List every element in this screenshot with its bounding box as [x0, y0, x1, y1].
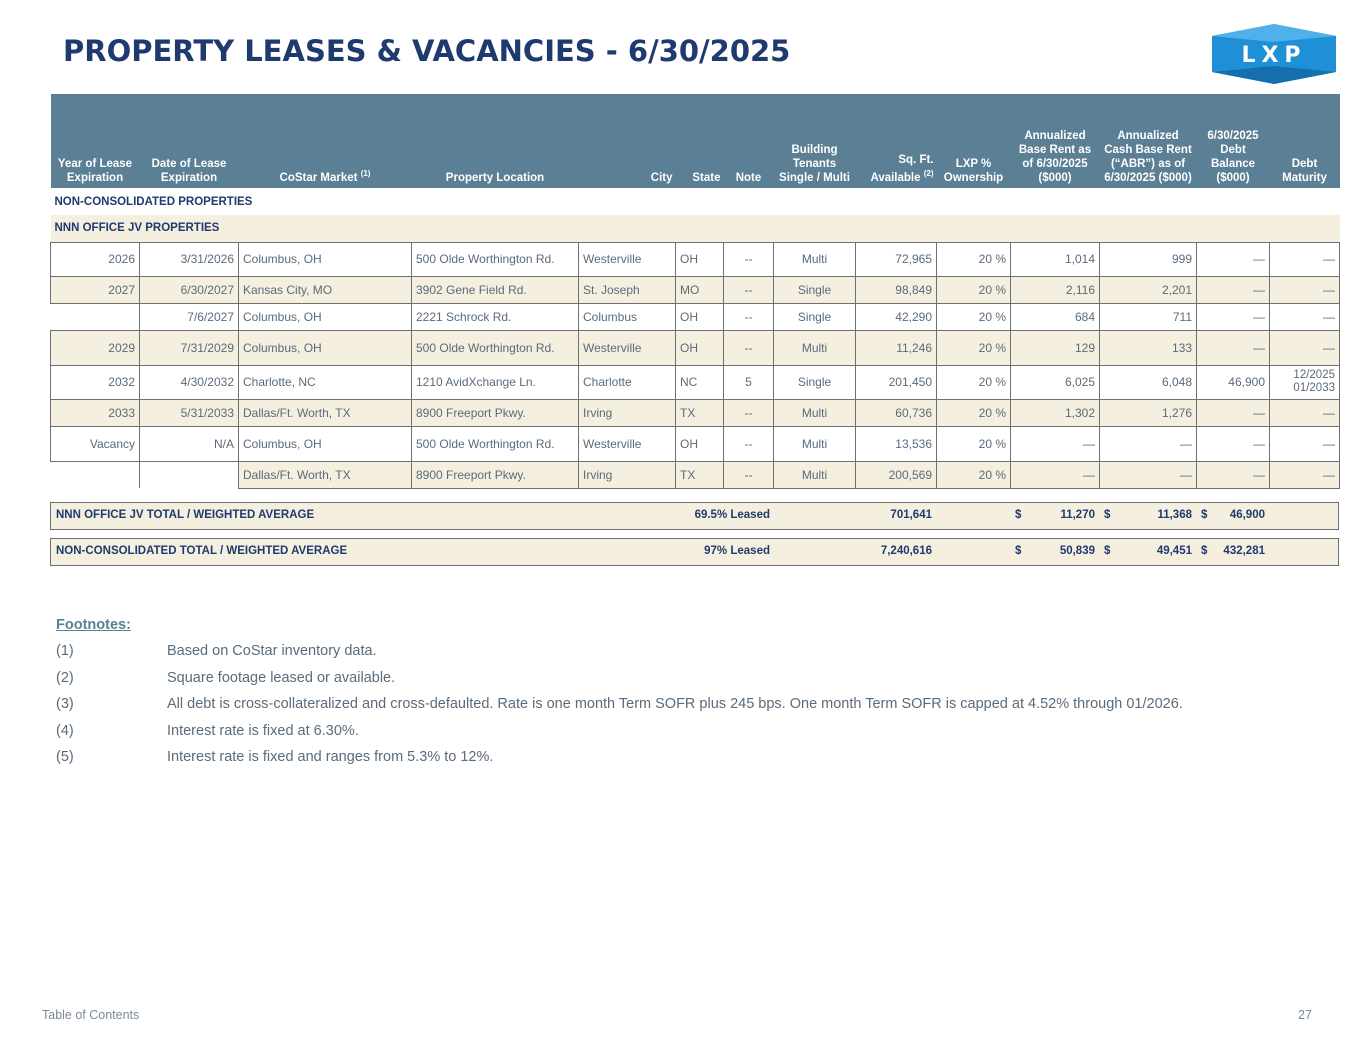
cell-debt: — — [1197, 242, 1270, 276]
footnote-text: Interest rate is fixed and ranges from 5.3% to 12%. — [167, 749, 494, 765]
cell-state: OH — [676, 242, 724, 276]
footnote-number: (4) — [56, 722, 74, 739]
footnote-number: (5) — [56, 749, 74, 765]
page-title: PROPERTY LEASES & VACANCIES - 6/30/2025 — [63, 34, 791, 68]
cell-cash: 2,201 — [1100, 276, 1197, 303]
total-leased: 69.5% Leased — [694, 509, 770, 521]
col-tenants: Building Tenants Single / Multi — [774, 94, 856, 188]
nonconsolidated-total-row — [50, 538, 1339, 566]
cell-note: -- — [724, 461, 774, 488]
section-row — [51, 188, 1340, 215]
cell-cash: 711 — [1100, 303, 1197, 330]
col-year: Year of Lease Expiration — [51, 94, 140, 188]
cell-date — [140, 461, 239, 488]
cell-tenants: Single — [774, 276, 856, 303]
cell-debt: 46,900 — [1197, 365, 1270, 399]
cell-tenants: Multi — [774, 330, 856, 365]
total-cash-symbol: $ — [1104, 509, 1111, 521]
cell-cash: 6,048 — [1100, 365, 1197, 399]
total-abr-symbol: $ — [1015, 509, 1022, 521]
cell-date: 7/6/2027 — [140, 303, 239, 330]
cell-own: 20 % — [937, 330, 1011, 365]
cell-market: Dallas/Ft. Worth, TX — [239, 461, 412, 488]
cell-abr: 2,116 — [1011, 276, 1100, 303]
table-row — [51, 303, 1340, 330]
total-label: NNN OFFICE JV TOTAL / WEIGHTED AVERAGE — [56, 509, 315, 521]
cell-abr: 1,014 — [1011, 242, 1100, 276]
cell-abr: 129 — [1011, 330, 1100, 365]
cell-sqft: 60,736 — [856, 399, 937, 426]
col-city: City — [579, 94, 676, 188]
cell-sqft: 201,450 — [856, 365, 937, 399]
cell-state: NC — [676, 365, 724, 399]
cell-tenants: Single — [774, 365, 856, 399]
total-abr: 11,270 — [1060, 509, 1095, 521]
subsection-row — [51, 215, 1340, 242]
cell-sqft: 98,849 — [856, 276, 937, 303]
table-row — [51, 276, 1340, 303]
cell-debt: — — [1197, 399, 1270, 426]
total-label: NON-CONSOLIDATED TOTAL / WEIGHTED AVERAGE — [56, 545, 348, 557]
table-row — [51, 330, 1340, 365]
cell-state: TX — [676, 461, 724, 488]
footnote-number: (2) — [56, 669, 74, 686]
cell-maturity: — — [1270, 242, 1340, 276]
cell-maturity: — — [1270, 399, 1340, 426]
col-sqft: Sq. Ft. Available $^{(2)}$ — [856, 94, 937, 188]
cell-year: 2026 — [51, 242, 140, 276]
total-abr-symbol: $ — [1015, 545, 1022, 557]
cell-city: Irving — [579, 461, 676, 488]
cell-own: 20 % — [937, 399, 1011, 426]
cell-sqft: 200,569 — [856, 461, 937, 488]
footnote-text: Based on CoStar inventory data. — [167, 643, 377, 659]
cell-market: Dallas/Ft. Worth, TX — [239, 399, 412, 426]
cell-year: Vacancy — [51, 426, 140, 461]
cell-location: 500 Olde Worthington Rd. — [412, 242, 579, 276]
col-debt: 6/30/2025 Debt Balance ($000) — [1197, 94, 1270, 188]
table-row — [51, 365, 1340, 399]
footnote-number: (1) — [56, 643, 74, 659]
col-cash-abr: Annualized Cash Base Rent (“ABR”) as of 6/30/2025 ($000) — [1100, 94, 1197, 188]
cell-note: -- — [724, 242, 774, 276]
cell-location: 8900 Freeport Pkwy. — [412, 461, 579, 488]
cell-city: Westerville — [579, 426, 676, 461]
cell-debt: — — [1197, 426, 1270, 461]
footnotes-title: Footnotes: — [56, 617, 131, 633]
cell-maturity: — — [1270, 303, 1340, 330]
cell-abr: 1,302 — [1011, 399, 1100, 426]
cell-tenants: Single — [774, 303, 856, 330]
cell-note: -- — [724, 276, 774, 303]
cell-city: Columbus — [579, 303, 676, 330]
total-leased: 97% Leased — [704, 545, 770, 557]
cell-location: 500 Olde Worthington Rd. — [412, 426, 579, 461]
col-maturity: Debt Maturity — [1270, 94, 1340, 188]
cell-tenants: Multi — [774, 399, 856, 426]
cell-sqft: 72,965 — [856, 242, 937, 276]
cell-maturity: — — [1270, 276, 1340, 303]
total-cash: 49,451 — [1156, 545, 1192, 557]
cell-date: 4/30/2032 — [140, 365, 239, 399]
cell-market: Columbus, OH — [239, 303, 412, 330]
cell-abr: — — [1011, 461, 1100, 488]
cell-market: Columbus, OH — [239, 242, 412, 276]
cell-note: -- — [724, 399, 774, 426]
cell-maturity: — — [1270, 426, 1340, 461]
subsection-label: NNN OFFICE JV PROPERTIES — [51, 215, 1340, 242]
cell-date: 3/31/2026 — [140, 242, 239, 276]
cell-location: 3902 Gene Field Rd. — [412, 276, 579, 303]
cell-state: OH — [676, 426, 724, 461]
cell-year: 2032 — [51, 365, 140, 399]
cell-note: 5 — [724, 365, 774, 399]
cell-state: TX — [676, 399, 724, 426]
cell-cash: — — [1100, 461, 1197, 488]
cell-city: Irving — [579, 399, 676, 426]
cell-year — [51, 303, 140, 330]
cell-market: Kansas City, MO — [239, 276, 412, 303]
table-row — [51, 399, 1340, 426]
total-debt-symbol: $ — [1201, 545, 1208, 557]
lease-table — [50, 94, 1339, 489]
cell-city: Charlotte — [579, 365, 676, 399]
table-row — [51, 461, 1340, 488]
cell-city: Westerville — [579, 330, 676, 365]
section-label: NON-CONSOLIDATED PROPERTIES — [51, 188, 1340, 215]
table-row — [51, 426, 1340, 461]
table-row — [51, 242, 1340, 276]
page-number: 27 — [1298, 1008, 1312, 1022]
cell-debt: — — [1197, 303, 1270, 330]
col-note: Note — [724, 94, 774, 188]
total-debt: 432,281 — [1223, 545, 1265, 557]
cell-debt: — — [1197, 276, 1270, 303]
jv-total-row — [50, 502, 1339, 530]
cell-date: 7/31/2029 — [140, 330, 239, 365]
cell-date: 6/30/2027 — [140, 276, 239, 303]
cell-tenants: Multi — [774, 242, 856, 276]
total-abr: 50,839 — [1059, 545, 1095, 557]
cell-state: OH — [676, 330, 724, 365]
cell-location: 8900 Freeport Pkwy. — [412, 399, 579, 426]
cell-location: 1210 AvidXchange Ln. — [412, 365, 579, 399]
cell-tenants: Multi — [774, 426, 856, 461]
table-of-contents-link[interactable]: Table of Contents — [42, 1008, 140, 1022]
cell-year: 2027 — [51, 276, 140, 303]
cell-abr: — — [1011, 426, 1100, 461]
footnote-number: (3) — [56, 696, 74, 712]
total-debt: 46,900 — [1229, 509, 1265, 521]
cell-sqft: 11,246 — [856, 330, 937, 365]
cell-maturity: — — [1270, 330, 1340, 365]
total-debt-symbol: $ — [1201, 509, 1208, 521]
cell-debt: — — [1197, 330, 1270, 365]
col-ownership: LXP % Ownership — [937, 94, 1011, 188]
cell-maturity: 12/2025 01/2033 — [1270, 365, 1340, 399]
cell-cash: — — [1100, 426, 1197, 461]
cell-abr: 6,025 — [1011, 365, 1100, 399]
cell-cash: 1,276 — [1100, 399, 1197, 426]
cell-own: 20 % — [937, 276, 1011, 303]
table-header — [51, 94, 1340, 188]
footnote-text: Interest rate is fixed at 6.30%. — [167, 722, 359, 739]
cell-state: MO — [676, 276, 724, 303]
col-state: State — [676, 94, 724, 188]
cell-location: 2221 Schrock Rd. — [412, 303, 579, 330]
cell-sqft: 42,290 — [856, 303, 937, 330]
cell-city: St. Joseph — [579, 276, 676, 303]
cell-own: 20 % — [937, 426, 1011, 461]
cell-note: -- — [724, 330, 774, 365]
cell-tenants: Multi — [774, 461, 856, 488]
cell-own: 20 % — [937, 242, 1011, 276]
cell-market: Columbus, OH — [239, 330, 412, 365]
cell-location: 500 Olde Worthington Rd. — [412, 330, 579, 365]
cell-state: OH — [676, 303, 724, 330]
cell-cash: 999 — [1100, 242, 1197, 276]
cell-maturity: — — [1270, 461, 1340, 488]
total-sqft: 7,240,616 — [880, 545, 932, 557]
cell-market: Charlotte, NC — [239, 365, 412, 399]
total-cash-symbol: $ — [1104, 545, 1111, 557]
cell-own: 20 % — [937, 461, 1011, 488]
cell-year: 2033 — [51, 399, 140, 426]
cell-cash: 133 — [1100, 330, 1197, 365]
cell-sqft: 13,536 — [856, 426, 937, 461]
cell-abr: 684 — [1011, 303, 1100, 330]
col-abr: Annualized Base Rent as of 6/30/2025 ($000) — [1011, 94, 1100, 188]
footnote-text: All debt is cross-collateralized and cross-defaulted. Rate is one month Term SOFR plus 245 bps. One month Term SOFR is capped at 4.52% through 01/2026. — [167, 696, 1183, 712]
cell-note: -- — [724, 303, 774, 330]
col-date: Date of Lease Expiration — [140, 94, 239, 188]
cell-year — [51, 461, 140, 488]
cell-own: 20 % — [937, 365, 1011, 399]
cell-note: -- — [724, 426, 774, 461]
logo-text: LXP — [1241, 43, 1307, 68]
cell-own: 20 % — [937, 303, 1011, 330]
col-market: CoStar Market $^{(1)}$ — [239, 94, 412, 188]
cell-date: 5/31/2033 — [140, 399, 239, 426]
cell-city: Westerville — [579, 242, 676, 276]
cell-market: Columbus, OH — [239, 426, 412, 461]
cell-year: 2029 — [51, 330, 140, 365]
total-sqft: 701,641 — [890, 509, 932, 521]
total-cash: 11,368 — [1157, 509, 1192, 521]
col-location: Property Location — [412, 94, 579, 188]
cell-date: N/A — [140, 426, 239, 461]
cell-debt: — — [1197, 461, 1270, 488]
lxp-logo — [1212, 24, 1336, 84]
footnote-text: Square footage leased or available. — [167, 669, 396, 686]
